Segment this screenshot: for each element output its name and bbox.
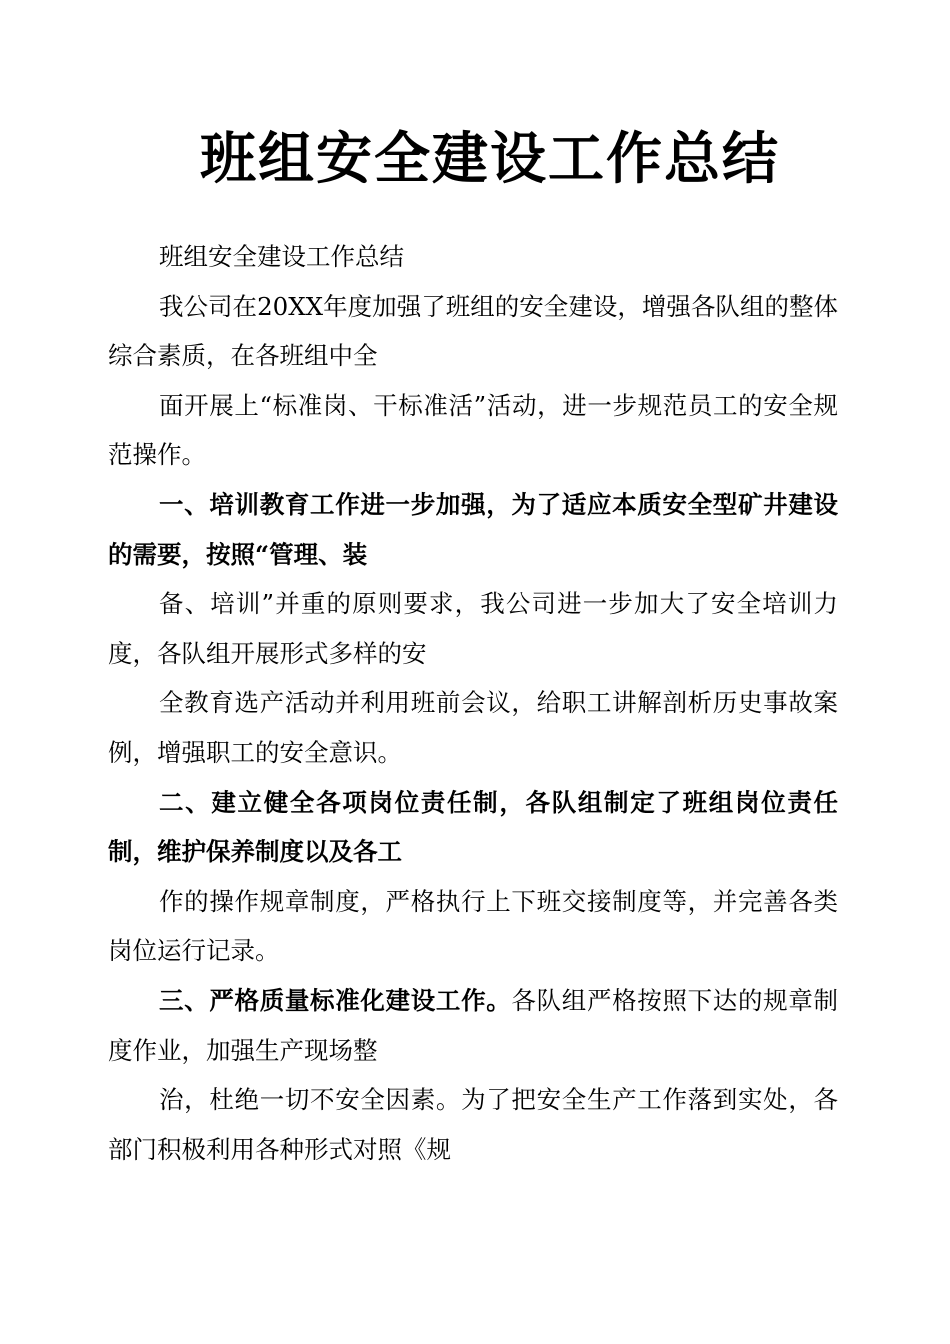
paragraph-safety-education: 全教育选产活动并利用班前会议，给职工讲解剖析历史事故案例，增强职工的安全意识。 bbox=[108, 688, 838, 767]
paragraph-section-three bbox=[108, 976, 838, 1075]
section-one-heading: 一、培训教育工作进一步加强，为了适应本质安全型矿井建设的需要，按照“管理、装 bbox=[108, 489, 838, 569]
paragraph-training: 备、培训”并重的原则要求，我公司进一步加大了安全培训力度，各队组开展形式多样的安 bbox=[108, 589, 838, 668]
document-body bbox=[108, 232, 838, 1174]
section-three-heading: 三、严格质量标准化建设工作。 bbox=[159, 985, 512, 1015]
section-three-text: 各队组严格按照下达的规章制度作业，加强生产现场整 bbox=[108, 985, 838, 1065]
paragraph-rectification: 治，杜绝一切不安全因素。为了把安全生产工作落到实处，各部门积极利用各种形式对照《规 bbox=[108, 1085, 838, 1164]
document-title: 班组安全建设工作总结 bbox=[200, 127, 780, 192]
paragraph-intro: 我公司在20XX年度加强了班组的安全建设，增强各队组的整体综合素质，在各班组中全 bbox=[108, 291, 838, 371]
paragraph-subtitle: 班组安全建设工作总结 bbox=[159, 242, 404, 271]
paragraph-operation-rules: 作的操作规章制度，严格执行上下班交接制度等，并完善各类岗位运行记录。 bbox=[108, 886, 838, 966]
paragraph-intro-continued: 面开展上“标准岗、干标准活”活动，进一步规范员工的安全规范操作。 bbox=[108, 390, 838, 470]
section-two-heading: 二、建立健全各项岗位责任制，各队组制定了班组岗位责任制，维护保养制度以及各工 bbox=[108, 787, 838, 867]
